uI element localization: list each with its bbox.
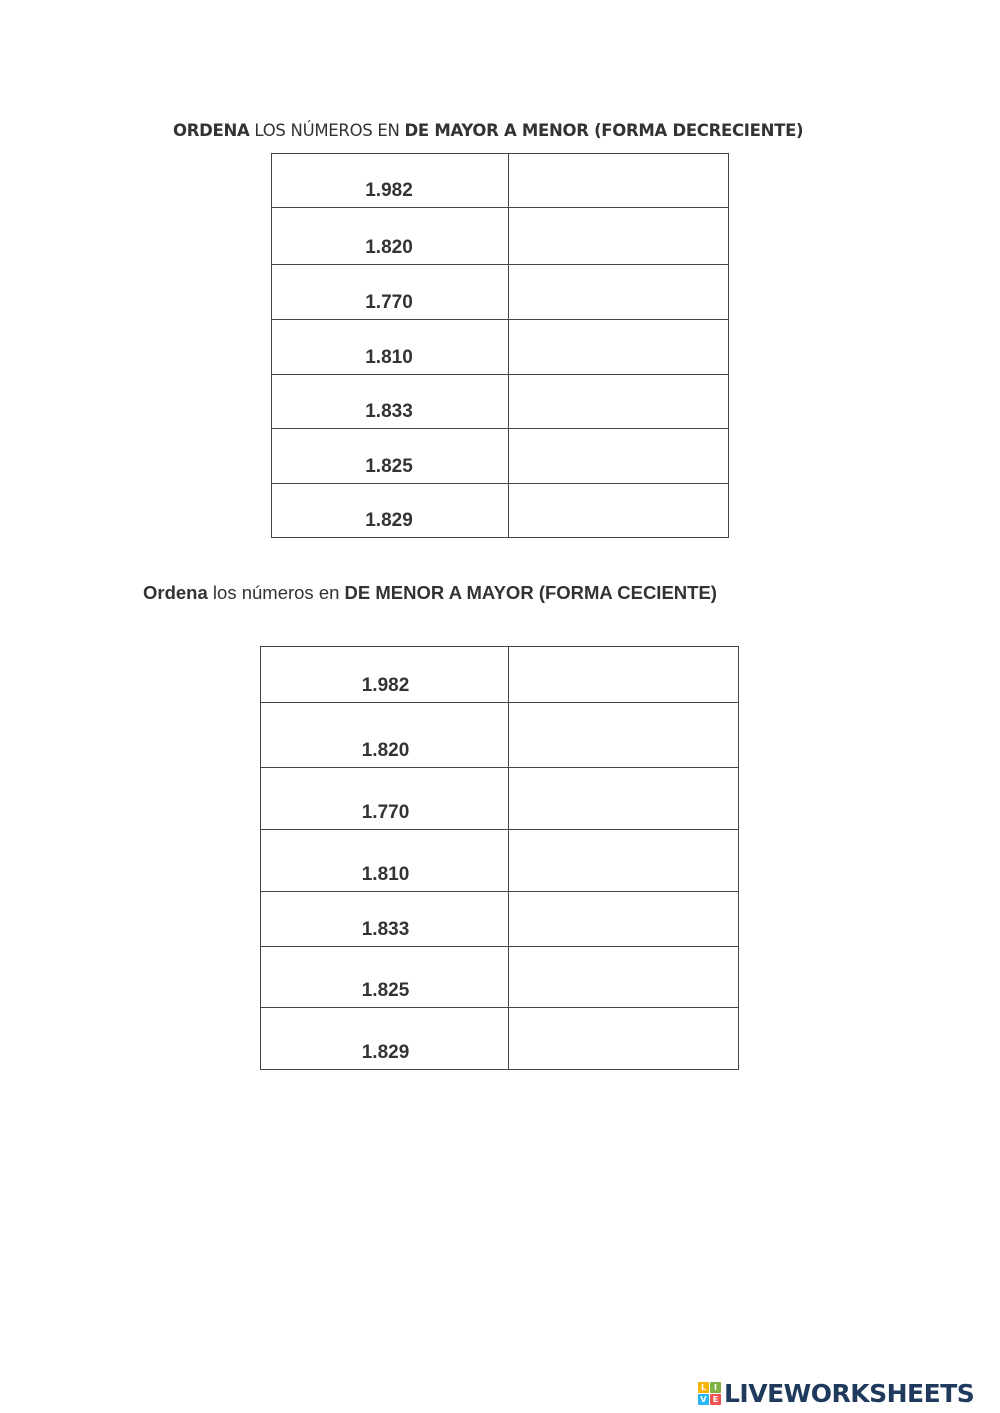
number-cell (272, 208, 509, 265)
answer-cell[interactable] (509, 647, 739, 703)
instruction-order: DE MENOR A MAYOR (FORMA CECIENTE) (344, 582, 717, 603)
answer-cell[interactable] (509, 429, 729, 484)
number-value: 1.825 (361, 980, 410, 1001)
table-row (261, 830, 739, 892)
logo-mark-square: V (698, 1394, 709, 1405)
instruction-decreasing (173, 121, 803, 140)
table-row (272, 208, 729, 265)
number-value: 1.829 (365, 510, 413, 531)
table-row (261, 1008, 739, 1070)
logo-mark-square: L (698, 1382, 709, 1393)
table-row (261, 947, 739, 1008)
instruction-middle: los números en (207, 582, 345, 603)
table-row (272, 375, 729, 429)
number-value: 1.833 (361, 919, 410, 940)
answer-cell[interactable] (509, 768, 739, 830)
number-cell (261, 703, 509, 768)
ordering-table-decreasing (271, 153, 729, 538)
table-row (272, 320, 729, 375)
answer-cell[interactable] (509, 154, 729, 208)
instruction-middle: LOS NÚMEROS EN (249, 121, 405, 140)
number-value: 1.982 (365, 180, 413, 201)
table-row (261, 703, 739, 768)
number-cell (272, 265, 509, 320)
liveworksheets-logo (698, 1378, 974, 1408)
number-cell (261, 947, 509, 1008)
answer-cell[interactable] (509, 892, 739, 947)
table-row (261, 647, 739, 703)
instruction-order: DE MAYOR A MENOR (FORMA DECRECIENTE) (404, 121, 804, 140)
logo-mark-square: I (710, 1382, 721, 1393)
table-row (272, 484, 729, 538)
number-value: 1.833 (365, 401, 413, 422)
number-cell (261, 1008, 509, 1070)
number-value: 1.820 (365, 237, 413, 258)
logo-mark-icon (698, 1382, 721, 1405)
ordering-table-increasing (260, 646, 739, 1070)
number-value: 1.770 (365, 292, 413, 313)
number-value: 1.810 (361, 864, 410, 885)
table-row (261, 892, 739, 947)
answer-cell[interactable] (509, 208, 729, 265)
number-value: 1.820 (361, 740, 410, 761)
number-cell (261, 647, 509, 703)
number-value: 1.810 (365, 347, 413, 368)
table-row (272, 154, 729, 208)
number-cell (272, 429, 509, 484)
number-cell (261, 768, 509, 830)
number-cell (261, 892, 509, 947)
answer-cell[interactable] (509, 265, 729, 320)
number-value: 1.770 (361, 802, 410, 823)
answer-cell[interactable] (509, 947, 739, 1008)
number-cell (272, 320, 509, 375)
answer-cell[interactable] (509, 375, 729, 429)
answer-cell[interactable] (509, 320, 729, 375)
table-row (272, 429, 729, 484)
table-row (272, 265, 729, 320)
instruction-verb: ORDENA (173, 121, 250, 140)
number-cell (272, 484, 509, 538)
instruction-verb: Ordena (143, 582, 208, 603)
logo-mark-square: E (710, 1394, 721, 1405)
number-value: 1.825 (365, 456, 413, 477)
answer-cell[interactable] (509, 1008, 739, 1070)
logo-text: LIVEWORKSHEETS (724, 1378, 975, 1408)
table-row (261, 768, 739, 830)
number-cell (272, 154, 509, 208)
answer-cell[interactable] (509, 703, 739, 768)
number-value: 1.829 (361, 1042, 410, 1063)
number-value: 1.982 (361, 675, 410, 696)
instruction-increasing (143, 582, 717, 604)
number-cell (261, 830, 509, 892)
number-cell (272, 375, 509, 429)
answer-cell[interactable] (509, 484, 729, 538)
answer-cell[interactable] (509, 830, 739, 892)
